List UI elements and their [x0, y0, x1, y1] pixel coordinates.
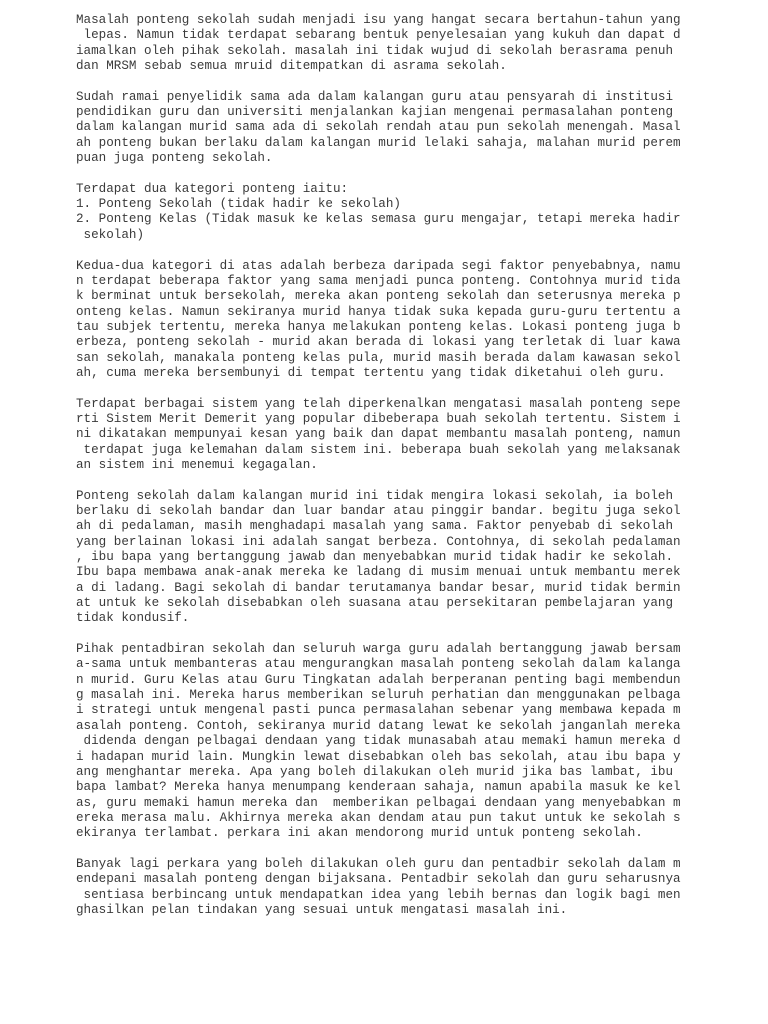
paragraph: [76, 857, 756, 918]
text-line: sentiasa berbincang untuk mendapatkan idea yang lebih bernas dan logik bagi men: [76, 887, 681, 902]
text-line: Sudah ramai penyelidik sama ada dalam kalangan guru atau pensyarah di institusi: [76, 89, 674, 104]
text-line: at untuk ke sekolah disebabkan oleh suasana atau persekitaran pembelajaran yang: [76, 596, 674, 611]
text-line: 1. Ponteng Sekolah (tidak hadir ke sekolah): [76, 197, 401, 212]
text-line: i hadapan murid lain. Mungkin lewat disebabkan oleh bas sekolah, atau ibu bapa y: [76, 749, 681, 764]
document-body: [76, 13, 756, 934]
text-line: iamalkan oleh pihak sekolah. masalah ini tidak wujud di sekolah berasrama penuh: [76, 43, 674, 58]
text-line: Masalah ponteng sekolah sudah menjadi isu yang hangat secara bertahun-tahun yang: [76, 13, 681, 27]
text-line: didenda dengan pelbagai dendaan yang tidak munasabah atau memaki hamun mereka d: [76, 734, 681, 749]
text-line: rti Sistem Merit Demerit yang popular dibeberapa buah sekolah tertentu. Sistem i: [76, 411, 681, 426]
text-line: berlaku di sekolah bandar dan luar bandar atau pinggir bandar. begitu juga sekol: [76, 504, 681, 518]
text-line: a-sama untuk membanteras atau mengurangkan masalah ponteng sekolah dalam kalanga: [76, 657, 681, 672]
text-line: yang berlainan lokasi ini adalah sangat berbeza. Contohnya, di sekolah pedalaman: [76, 534, 681, 549]
text-line: n terdapat beberapa faktor yang sama menjadi punca ponteng. Contohnya murid tida: [76, 273, 681, 288]
text-line: , ibu bapa yang bertanggung jawab dan menyebabkan murid tidak hadir ke sekolah.: [76, 550, 674, 565]
text-line: ah di pedalaman, masih menghadapi masalah yang sama. Faktor penyebab di sekolah: [76, 519, 674, 534]
text-line: ereka merasa malu. Akhirnya mereka akan dendam atau pun takut untuk ke sekolah s: [76, 810, 681, 825]
text-line: a di ladang. Bagi sekolah di bandar terutamanya bandar besar, murid tidak bermin: [76, 580, 681, 595]
text-line: i strategi untuk mengenal pasti punca permasalahan sebenar yang membawa kepada m: [76, 703, 681, 718]
text-line: ni dikatakan mempunyai kesan yang baik dan dapat membantu masalah ponteng, namun: [76, 427, 681, 442]
text-line: ang menghantar mereka. Apa yang boleh dilakukan oleh murid jika bas lambat, ibu: [76, 764, 674, 779]
text-line: onteng kelas. Namun sekiranya murid hanya tidak suka kepada guru-guru tertentu a: [76, 304, 681, 319]
text-line: tidak kondusif.: [76, 611, 190, 626]
text-line: Kedua-dua kategori di atas adalah berbeza daripada segi faktor penyebabnya, namu: [76, 258, 681, 273]
text-line: asalah ponteng. Contoh, sekiranya murid datang lewat ke sekolah janganlah mereka: [76, 718, 681, 733]
text-line: ah ponteng bukan berlaku dalam kalangan murid lelaki sahaja, malahan murid perem: [76, 135, 681, 150]
text-line: n murid. Guru Kelas atau Guru Tingkatan adalah berperanan penting bagi membendun: [76, 672, 681, 687]
text-line: sekolah): [76, 227, 145, 242]
text-line: san sekolah, manakala ponteng kelas pula, murid masih berada dalam kawasan sekol: [76, 350, 681, 365]
paragraph: [76, 489, 756, 627]
paragraph: [76, 182, 756, 243]
text-line: as, guru memaki hamun mereka dan memberikan pelbagai dendaan yang menyebabkan m: [76, 795, 681, 810]
text-line: dan MRSM sebab semua mruid ditempatkan di asrama sekolah.: [76, 59, 507, 74]
text-line: dalam kalangan murid sama ada di sekolah rendah atau pun sekolah menengah. Masal: [76, 120, 681, 135]
paragraph: [76, 642, 756, 841]
text-line: Banyak lagi perkara yang boleh dilakukan oleh guru dan pentadbir sekolah dalam m: [76, 856, 681, 871]
text-line: Pihak pentadbiran sekolah dan seluruh warga guru adalah bertanggung jawab bersam: [76, 642, 681, 657]
text-line: pendidikan guru dan universiti menjalankan kajian mengenai permasalahan ponteng: [76, 105, 674, 120]
paragraph: [76, 397, 756, 474]
text-line: erbeza, ponteng sekolah - murid akan berada di lokasi yang terletak di luar kawa: [76, 335, 681, 350]
text-line: tau subjek tertentu, mereka hanya melakukan ponteng kelas. Lokasi ponteng juga b: [76, 319, 681, 334]
text-line: endepani masalah ponteng dengan bijaksana. Pentadbir sekolah dan guru seharusnya: [76, 872, 681, 887]
text-line: Ibu bapa membawa anak-anak mereka ke ladang di musim menuai untuk membantu merek: [76, 565, 681, 580]
text-line: ah, cuma mereka bersembunyi di tempat tertentu yang tidak diketahui oleh guru.: [76, 365, 666, 380]
text-line: g masalah ini. Mereka harus memberikan seluruh perhatian dan menggunakan pelbaga: [76, 688, 681, 703]
text-line: terdapat juga kelemahan dalam sistem ini. beberapa buah sekolah yang melaksanak: [76, 442, 681, 457]
text-line: puan juga ponteng sekolah.: [76, 151, 273, 166]
text-line: ekiranya terlambat. perkara ini akan mendorong murid untuk ponteng sekolah.: [76, 826, 643, 841]
text-line: ghasilkan pelan tindakan yang sesuai untuk mengatasi masalah ini.: [76, 902, 568, 917]
paragraph: [76, 90, 756, 167]
text-line: Terdapat berbagai sistem yang telah diperkenalkan mengatasi masalah ponteng sepe: [76, 396, 681, 411]
text-line: lepas. Namun tidak terdapat sebarang bentuk penyelesaian yang kukuh dan dapat d: [76, 28, 681, 43]
text-line: Ponteng sekolah dalam kalangan murid ini tidak mengira lokasi sekolah, ia boleh: [76, 488, 674, 503]
text-line: 2. Ponteng Kelas (Tidak masuk ke kelas semasa guru mengajar, tetapi mereka hadir: [76, 212, 681, 227]
text-line: bapa lambat? Mereka hanya menumpang kenderaan sahaja, namun apabila masuk ke kel: [76, 780, 681, 795]
text-line: k berminat untuk bersekolah, mereka akan ponteng sekolah dan seterusnya mereka p: [76, 289, 681, 304]
paragraph: [76, 259, 756, 382]
text-line: Terdapat dua kategori ponteng iaitu:: [76, 181, 349, 196]
paragraph: [76, 13, 756, 74]
text-line: an sistem ini menemui kegagalan.: [76, 457, 318, 472]
